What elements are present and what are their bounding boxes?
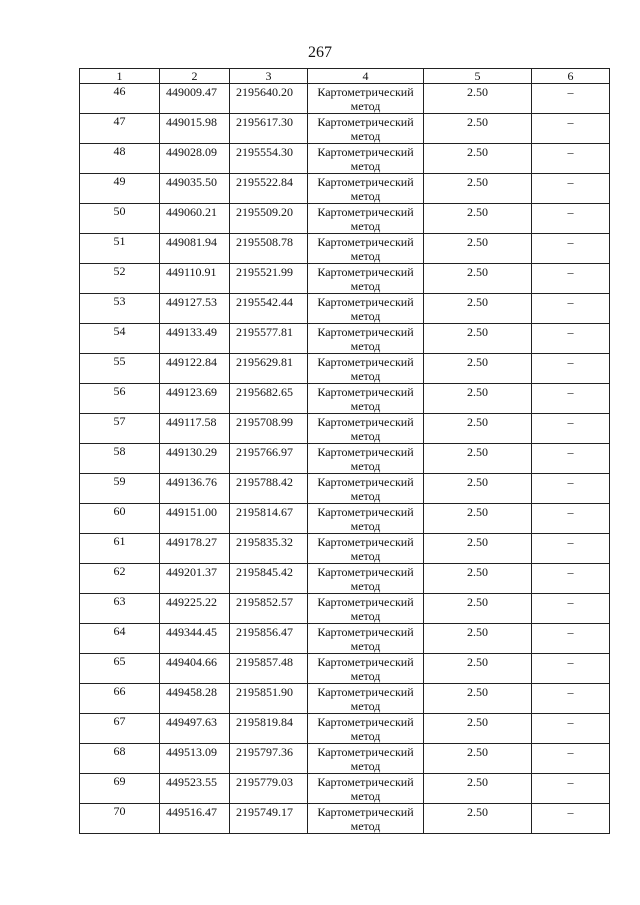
point-number-cell: 52 bbox=[80, 264, 160, 294]
table-row bbox=[80, 714, 610, 744]
x-coordinate-cell: 449035.50 bbox=[160, 174, 230, 204]
header-row bbox=[80, 69, 610, 84]
y-coordinate-cell: 2195708.99 bbox=[230, 414, 308, 444]
accuracy-cell: 2.50 bbox=[424, 84, 532, 114]
method-cell: Картометрический метод bbox=[308, 204, 424, 234]
point-number-cell: 54 bbox=[80, 324, 160, 354]
note-cell: – bbox=[532, 84, 610, 114]
accuracy-cell: 2.50 bbox=[424, 204, 532, 234]
accuracy-cell: 2.50 bbox=[424, 534, 532, 564]
x-coordinate-cell: 449081.94 bbox=[160, 234, 230, 264]
method-cell: Картометрический метод bbox=[308, 144, 424, 174]
point-number-cell: 51 bbox=[80, 234, 160, 264]
accuracy-cell: 2.50 bbox=[424, 654, 532, 684]
x-coordinate-cell: 449497.63 bbox=[160, 714, 230, 744]
y-coordinate-cell: 2195554.30 bbox=[230, 144, 308, 174]
x-coordinate-cell: 449458.28 bbox=[160, 684, 230, 714]
accuracy-cell: 2.50 bbox=[424, 714, 532, 744]
x-coordinate-cell: 449123.69 bbox=[160, 384, 230, 414]
note-cell: – bbox=[532, 474, 610, 504]
table-row bbox=[80, 144, 610, 174]
table-row bbox=[80, 684, 610, 714]
table-row bbox=[80, 744, 610, 774]
x-coordinate-cell: 449015.98 bbox=[160, 114, 230, 144]
method-cell: Картометрический метод bbox=[308, 114, 424, 144]
y-coordinate-cell: 2195835.32 bbox=[230, 534, 308, 564]
method-cell: Картометрический метод bbox=[308, 354, 424, 384]
y-coordinate-cell: 2195640.20 bbox=[230, 84, 308, 114]
coordinates-table bbox=[79, 68, 610, 834]
y-coordinate-cell: 2195509.20 bbox=[230, 204, 308, 234]
accuracy-cell: 2.50 bbox=[424, 504, 532, 534]
accuracy-cell: 2.50 bbox=[424, 594, 532, 624]
x-coordinate-cell: 449516.47 bbox=[160, 804, 230, 834]
x-coordinate-cell: 449178.27 bbox=[160, 534, 230, 564]
accuracy-cell: 2.50 bbox=[424, 234, 532, 264]
point-number-cell: 64 bbox=[80, 624, 160, 654]
accuracy-cell: 2.50 bbox=[424, 684, 532, 714]
note-cell: – bbox=[532, 504, 610, 534]
y-coordinate-cell: 2195852.57 bbox=[230, 594, 308, 624]
y-coordinate-cell: 2195521.99 bbox=[230, 264, 308, 294]
point-number-cell: 62 bbox=[80, 564, 160, 594]
note-cell: – bbox=[532, 294, 610, 324]
y-coordinate-cell: 2195749.17 bbox=[230, 804, 308, 834]
x-coordinate-cell: 449117.58 bbox=[160, 414, 230, 444]
method-cell: Картометрический метод bbox=[308, 84, 424, 114]
note-cell: – bbox=[532, 414, 610, 444]
y-coordinate-cell: 2195617.30 bbox=[230, 114, 308, 144]
accuracy-cell: 2.50 bbox=[424, 354, 532, 384]
method-cell: Картометрический метод bbox=[308, 624, 424, 654]
x-coordinate-cell: 449110.91 bbox=[160, 264, 230, 294]
method-cell: Картометрический метод bbox=[308, 474, 424, 504]
table-row bbox=[80, 204, 610, 234]
accuracy-cell: 2.50 bbox=[424, 114, 532, 144]
y-coordinate-cell: 2195814.67 bbox=[230, 504, 308, 534]
note-cell: – bbox=[532, 384, 610, 414]
accuracy-cell: 2.50 bbox=[424, 564, 532, 594]
note-cell: – bbox=[532, 114, 610, 144]
method-cell: Картометрический метод bbox=[308, 294, 424, 324]
x-coordinate-cell: 449127.53 bbox=[160, 294, 230, 324]
point-number-cell: 59 bbox=[80, 474, 160, 504]
accuracy-cell: 2.50 bbox=[424, 804, 532, 834]
method-cell: Картометрический метод bbox=[308, 564, 424, 594]
note-cell: – bbox=[532, 144, 610, 174]
point-number-cell: 69 bbox=[80, 774, 160, 804]
column-header: 5 bbox=[424, 69, 532, 84]
x-coordinate-cell: 449151.00 bbox=[160, 504, 230, 534]
point-number-cell: 46 bbox=[80, 84, 160, 114]
point-number-cell: 47 bbox=[80, 114, 160, 144]
method-cell: Картометрический метод bbox=[308, 234, 424, 264]
accuracy-cell: 2.50 bbox=[424, 624, 532, 654]
method-cell: Картометрический метод bbox=[308, 324, 424, 354]
table-row bbox=[80, 474, 610, 504]
method-cell: Картометрический метод bbox=[308, 504, 424, 534]
accuracy-cell: 2.50 bbox=[424, 414, 532, 444]
note-cell: – bbox=[532, 804, 610, 834]
accuracy-cell: 2.50 bbox=[424, 384, 532, 414]
column-header: 4 bbox=[308, 69, 424, 84]
accuracy-cell: 2.50 bbox=[424, 774, 532, 804]
y-coordinate-cell: 2195629.81 bbox=[230, 354, 308, 384]
x-coordinate-cell: 449344.45 bbox=[160, 624, 230, 654]
point-number-cell: 50 bbox=[80, 204, 160, 234]
y-coordinate-cell: 2195857.48 bbox=[230, 654, 308, 684]
method-cell: Картометрический метод bbox=[308, 774, 424, 804]
table-row bbox=[80, 354, 610, 384]
table-row bbox=[80, 564, 610, 594]
y-coordinate-cell: 2195522.84 bbox=[230, 174, 308, 204]
x-coordinate-cell: 449060.21 bbox=[160, 204, 230, 234]
y-coordinate-cell: 2195788.42 bbox=[230, 474, 308, 504]
point-number-cell: 67 bbox=[80, 714, 160, 744]
point-number-cell: 56 bbox=[80, 384, 160, 414]
accuracy-cell: 2.50 bbox=[424, 324, 532, 354]
point-number-cell: 48 bbox=[80, 144, 160, 174]
point-number-cell: 61 bbox=[80, 534, 160, 564]
method-cell: Картометрический метод bbox=[308, 534, 424, 564]
y-coordinate-cell: 2195819.84 bbox=[230, 714, 308, 744]
page-number: 267 bbox=[308, 44, 332, 61]
x-coordinate-cell: 449136.76 bbox=[160, 474, 230, 504]
table-row bbox=[80, 774, 610, 804]
table-row bbox=[80, 444, 610, 474]
note-cell: – bbox=[532, 744, 610, 774]
column-header: 1 bbox=[80, 69, 160, 84]
y-coordinate-cell: 2195851.90 bbox=[230, 684, 308, 714]
x-coordinate-cell: 449523.55 bbox=[160, 774, 230, 804]
y-coordinate-cell: 2195682.65 bbox=[230, 384, 308, 414]
note-cell: – bbox=[532, 594, 610, 624]
method-cell: Картометрический метод bbox=[308, 714, 424, 744]
y-coordinate-cell: 2195508.78 bbox=[230, 234, 308, 264]
method-cell: Картометрический метод bbox=[308, 804, 424, 834]
table-row bbox=[80, 414, 610, 444]
accuracy-cell: 2.50 bbox=[424, 444, 532, 474]
x-coordinate-cell: 449404.66 bbox=[160, 654, 230, 684]
point-number-cell: 53 bbox=[80, 294, 160, 324]
method-cell: Картометрический метод bbox=[308, 444, 424, 474]
point-number-cell: 57 bbox=[80, 414, 160, 444]
note-cell: – bbox=[532, 534, 610, 564]
point-number-cell: 66 bbox=[80, 684, 160, 714]
note-cell: – bbox=[532, 564, 610, 594]
note-cell: – bbox=[532, 654, 610, 684]
point-number-cell: 49 bbox=[80, 174, 160, 204]
y-coordinate-cell: 2195766.97 bbox=[230, 444, 308, 474]
point-number-cell: 55 bbox=[80, 354, 160, 384]
note-cell: – bbox=[532, 774, 610, 804]
x-coordinate-cell: 449009.47 bbox=[160, 84, 230, 114]
point-number-cell: 63 bbox=[80, 594, 160, 624]
note-cell: – bbox=[532, 234, 610, 264]
table-row bbox=[80, 594, 610, 624]
column-header: 6 bbox=[532, 69, 610, 84]
point-number-cell: 70 bbox=[80, 804, 160, 834]
x-coordinate-cell: 449513.09 bbox=[160, 744, 230, 774]
y-coordinate-cell: 2195845.42 bbox=[230, 564, 308, 594]
note-cell: – bbox=[532, 354, 610, 384]
table-row bbox=[80, 534, 610, 564]
method-cell: Картометрический метод bbox=[308, 174, 424, 204]
accuracy-cell: 2.50 bbox=[424, 474, 532, 504]
x-coordinate-cell: 449122.84 bbox=[160, 354, 230, 384]
method-cell: Картометрический метод bbox=[308, 684, 424, 714]
table-row bbox=[80, 294, 610, 324]
x-coordinate-cell: 449028.09 bbox=[160, 144, 230, 174]
x-coordinate-cell: 449225.22 bbox=[160, 594, 230, 624]
note-cell: – bbox=[532, 714, 610, 744]
table-row bbox=[80, 324, 610, 354]
note-cell: – bbox=[532, 324, 610, 354]
method-cell: Картометрический метод bbox=[308, 594, 424, 624]
y-coordinate-cell: 2195542.44 bbox=[230, 294, 308, 324]
table-row bbox=[80, 624, 610, 654]
table-row bbox=[80, 234, 610, 264]
note-cell: – bbox=[532, 264, 610, 294]
table-row bbox=[80, 504, 610, 534]
y-coordinate-cell: 2195779.03 bbox=[230, 774, 308, 804]
point-number-cell: 65 bbox=[80, 654, 160, 684]
point-number-cell: 58 bbox=[80, 444, 160, 474]
x-coordinate-cell: 449130.29 bbox=[160, 444, 230, 474]
column-header: 3 bbox=[230, 69, 308, 84]
table-row bbox=[80, 84, 610, 114]
table-row bbox=[80, 384, 610, 414]
table-row bbox=[80, 174, 610, 204]
accuracy-cell: 2.50 bbox=[424, 174, 532, 204]
note-cell: – bbox=[532, 624, 610, 654]
table-row bbox=[80, 804, 610, 834]
x-coordinate-cell: 449201.37 bbox=[160, 564, 230, 594]
accuracy-cell: 2.50 bbox=[424, 144, 532, 174]
column-header: 2 bbox=[160, 69, 230, 84]
method-cell: Картометрический метод bbox=[308, 414, 424, 444]
point-number-cell: 60 bbox=[80, 504, 160, 534]
y-coordinate-cell: 2195856.47 bbox=[230, 624, 308, 654]
method-cell: Картометрический метод bbox=[308, 744, 424, 774]
note-cell: – bbox=[532, 174, 610, 204]
table-body bbox=[80, 84, 610, 834]
accuracy-cell: 2.50 bbox=[424, 264, 532, 294]
x-coordinate-cell: 449133.49 bbox=[160, 324, 230, 354]
method-cell: Картометрический метод bbox=[308, 264, 424, 294]
y-coordinate-cell: 2195797.36 bbox=[230, 744, 308, 774]
table-row bbox=[80, 264, 610, 294]
note-cell: – bbox=[532, 204, 610, 234]
note-cell: – bbox=[532, 444, 610, 474]
method-cell: Картометрический метод bbox=[308, 654, 424, 684]
y-coordinate-cell: 2195577.81 bbox=[230, 324, 308, 354]
note-cell: – bbox=[532, 684, 610, 714]
point-number-cell: 68 bbox=[80, 744, 160, 774]
accuracy-cell: 2.50 bbox=[424, 744, 532, 774]
table-row bbox=[80, 654, 610, 684]
method-cell: Картометрический метод bbox=[308, 384, 424, 414]
accuracy-cell: 2.50 bbox=[424, 294, 532, 324]
table-row bbox=[80, 114, 610, 144]
